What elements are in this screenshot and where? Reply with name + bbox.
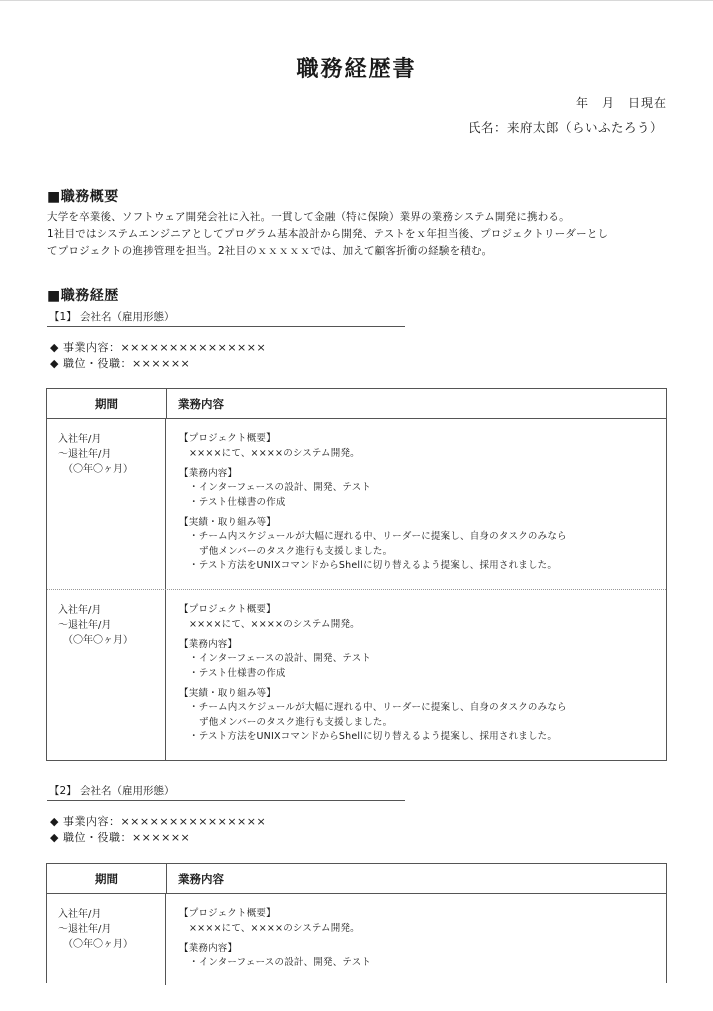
achievement-item-continued: ず他メンバーのタスク進行も支援しました。 (199, 545, 393, 557)
content-column-header: 業務内容 (178, 396, 224, 411)
project-overview (179, 603, 666, 632)
task-item: ・テスト仕様書の作成 (189, 496, 286, 508)
content-cell (166, 590, 666, 760)
period-duration: （〇年〇ヶ月） (63, 939, 133, 950)
period-cell (47, 419, 166, 589)
overview-heading: 【プロジェクト概要】 (179, 433, 276, 444)
summary-line: 1社目ではシステムエンジニアとしてプログラム基本設計から開発、テストをｘ年担当後、プロジェクトリーダーとし (47, 228, 609, 240)
summary-line: てプロジェクトの進捗管理を担当。2社目のｘｘｘｘｘでは、加えて顧客折衝の経験を積む。 (47, 245, 493, 257)
achievement-item: ・チーム内スケジュールが大幅に遅れる中、リーダーに提案し、自身のタスクのみなら (189, 702, 567, 713)
task-list (179, 638, 666, 682)
project-overview (179, 432, 666, 461)
table-header (47, 389, 666, 419)
tasks-heading: 【業務内容】 (179, 942, 238, 954)
business-description: ◆ 事業内容：××××××××××××××× (50, 341, 267, 354)
achievements (179, 687, 666, 745)
name-line: 氏名：来府太郎（らいふたろう） (467, 120, 663, 135)
task-item: ・インターフェースの設計、開発、テスト (189, 653, 372, 664)
position-description: ◆ 職位・役職：×××××× (50, 831, 191, 844)
date-line: 年 月 日現在 (575, 96, 667, 110)
summary-line: 大学を卒業後、ソフトウェア開発会社に入社。一貫して金融（特に保険）業界の業務システム開発に携わる。 (47, 211, 570, 223)
history-heading: ■職務経歴 (47, 288, 119, 304)
period-duration: （〇年〇ヶ月） (63, 464, 133, 475)
table-row (47, 419, 666, 590)
period-column-header: 期間 (47, 864, 167, 893)
tasks-heading: 【業務内容】 (179, 467, 238, 479)
period-start: 入社年/月 (58, 605, 102, 616)
period-start: 入社年/月 (58, 434, 102, 445)
content-cell (166, 894, 666, 985)
document-title: 職務経歴書 (296, 57, 417, 82)
company-2-header (47, 783, 667, 846)
company-bullets (47, 340, 667, 372)
period-cell (47, 894, 166, 985)
company-title-underline (47, 326, 405, 327)
task-item: ・インターフェースの設計、開発、テスト (189, 482, 372, 493)
overview-heading: 【プロジェクト概要】 (179, 604, 276, 615)
period-end: ～退社年/月 (58, 924, 112, 935)
company-1-header (47, 309, 667, 372)
achievements-heading: 【実績・取り組み等】 (179, 516, 277, 528)
achievement-item: ・テスト方法をUNIXコマンドからShellに切り替えるよう提案し、採用されました。 (189, 560, 558, 571)
achievement-item-continued: ず他メンバーのタスク進行も支援しました。 (199, 716, 393, 728)
tasks-heading: 【業務内容】 (179, 638, 238, 650)
achievement-item: ・テスト方法をUNIXコマンドからShellに切り替えるよう提案し、採用されました。 (189, 731, 558, 742)
job-table-company-1 (46, 388, 667, 761)
table-row (47, 894, 666, 985)
company-title: 【2】 会社名（雇用形態） (49, 785, 175, 797)
summary-text (47, 209, 672, 260)
table-header (47, 864, 666, 894)
company-bullets (47, 814, 667, 846)
achievement-item: ・チーム内スケジュールが大幅に遅れる中、リーダーに提案し、自身のタスクのみなら (189, 531, 567, 542)
task-list (179, 467, 666, 511)
overview-text: ××××にて、××××のシステム開発。 (189, 922, 360, 934)
content-cell (166, 419, 666, 589)
summary-heading: ■職務概要 (47, 189, 119, 205)
project-overview (179, 907, 666, 936)
period-cell (47, 590, 166, 760)
job-table-company-2 (46, 863, 667, 983)
task-item: ・インターフェースの設計、開発、テスト (189, 957, 372, 968)
task-item: ・テスト仕様書の作成 (189, 667, 286, 679)
task-list (179, 942, 666, 971)
company-title-underline (47, 800, 405, 801)
achievements-heading: 【実績・取り組み等】 (179, 687, 277, 699)
overview-heading: 【プロジェクト概要】 (179, 908, 276, 919)
business-description: ◆ 事業内容：××××××××××××××× (50, 815, 267, 828)
period-end: ～退社年/月 (58, 620, 112, 631)
company-title: 【1】 会社名（雇用形態） (49, 311, 175, 323)
achievements (179, 516, 666, 574)
period-end: ～退社年/月 (58, 449, 112, 460)
table-row (47, 590, 666, 760)
page-top-rule (0, 0, 713, 1)
period-column-header: 期間 (47, 389, 167, 418)
content-column-header: 業務内容 (178, 871, 224, 886)
overview-text: ××××にて、××××のシステム開発。 (189, 618, 360, 630)
overview-text: ××××にて、××××のシステム開発。 (189, 447, 360, 459)
period-duration: （〇年〇ヶ月） (63, 635, 133, 646)
position-description: ◆ 職位・役職：×××××× (50, 357, 191, 370)
period-start: 入社年/月 (58, 909, 102, 920)
